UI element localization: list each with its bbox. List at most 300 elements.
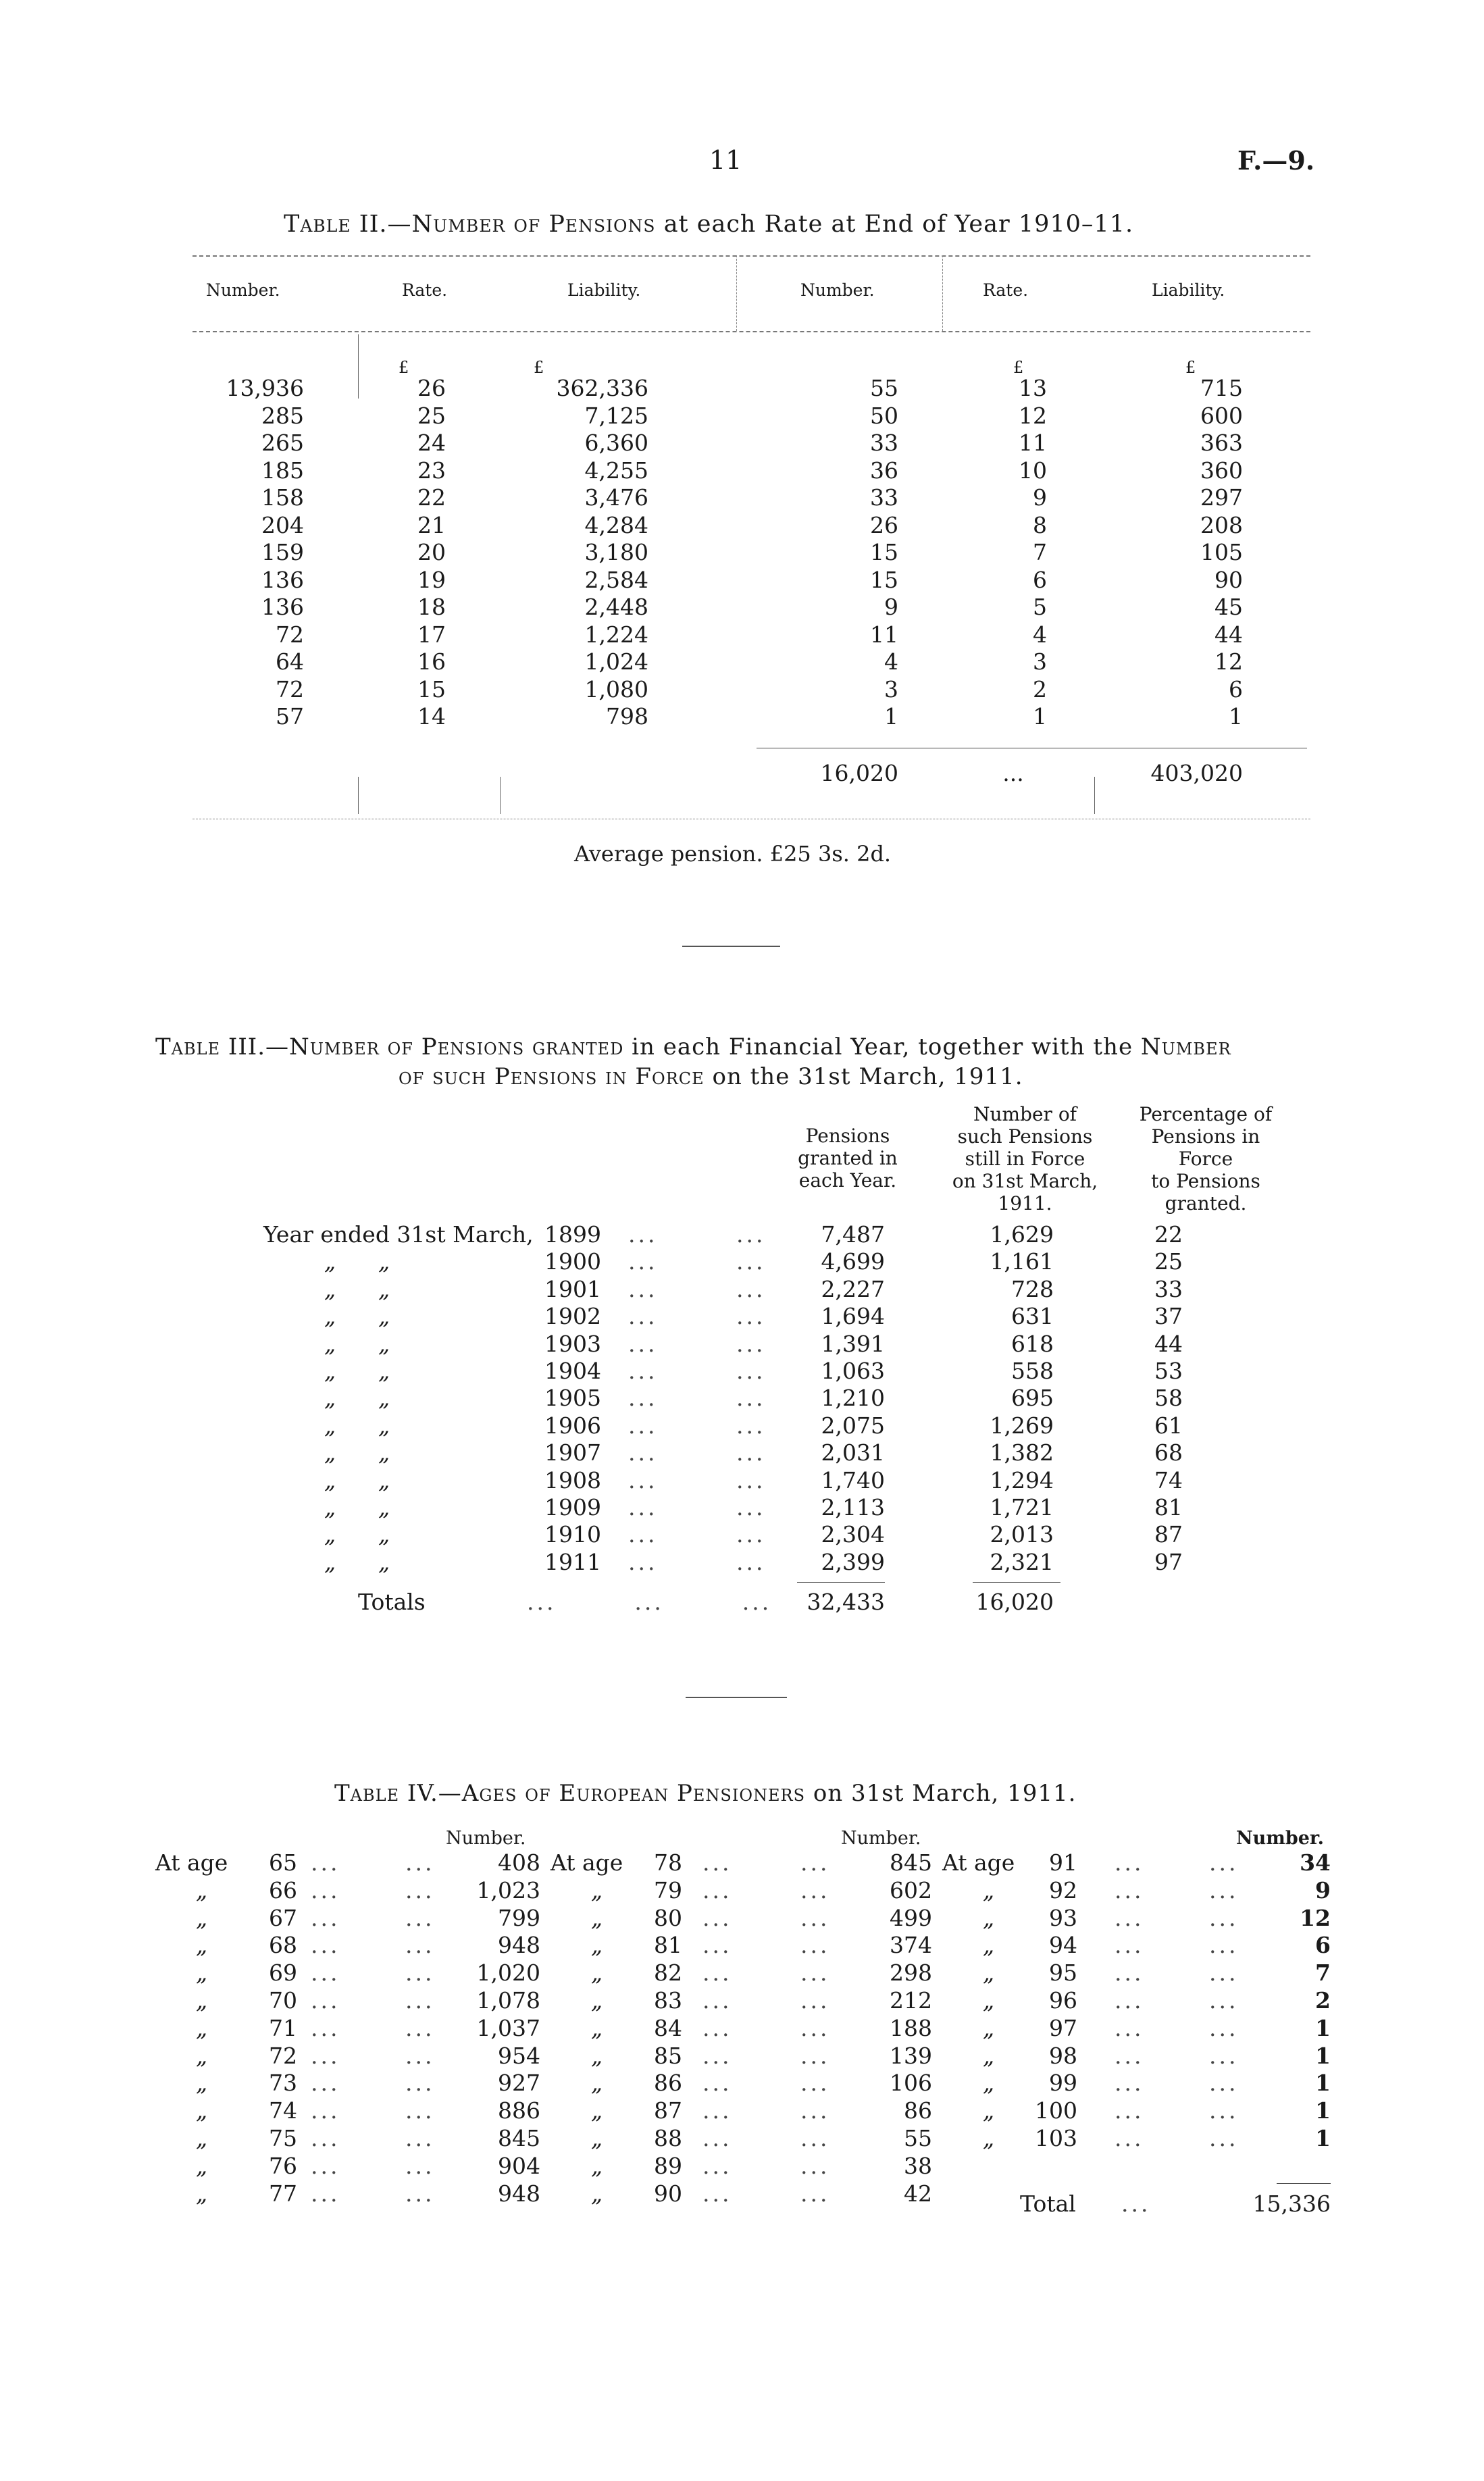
table3-percentage: 37	[1154, 1303, 1183, 1330]
table4-title-prefix: Table IV.—	[334, 1780, 462, 1807]
table4-age: 65	[269, 1849, 297, 1876]
table4-count: 55	[904, 2125, 932, 2151]
table3-year: 1905	[544, 1385, 601, 1412]
table2-right-liability: 45	[1214, 594, 1243, 620]
table3-leader-dots: ...	[628, 1439, 658, 1466]
table4-ditto: „	[196, 1876, 208, 1903]
table4-age: 98	[1049, 2042, 1077, 2069]
table4-age: 88	[654, 2125, 682, 2151]
table4-leader-dots: ...	[702, 1932, 732, 1959]
table4-leader-dots: ...	[800, 1987, 830, 2014]
table4-leader-dots: ...	[1115, 2042, 1144, 2069]
table4-ditto: „	[591, 2152, 603, 2179]
table2-right-rate: 6	[1033, 566, 1047, 593]
table2-title-prefix: Table II.—	[284, 211, 412, 238]
table3-leader-dots: ...	[736, 1303, 766, 1330]
table4-title-rest: on 31st March, 1911.	[813, 1780, 1077, 1807]
table4-count: 1,020	[476, 1960, 540, 1987]
table4-ditto: „	[591, 2070, 603, 2097]
table3-year-label: Year ended 31st March,	[263, 1221, 534, 1248]
table2-right-number: 4	[884, 648, 898, 675]
table2-right-rate: 4	[1033, 621, 1047, 648]
table3-title-prefix: Table III.—	[155, 1033, 290, 1060]
table4-leader-dots: ...	[405, 1904, 435, 1931]
table4-ditto: „	[983, 1987, 995, 2014]
table4-age: 99	[1049, 2070, 1077, 2097]
table2-left-number: 185	[261, 457, 304, 484]
table4-count: 408	[498, 1849, 540, 1876]
table4-leader-dots: ...	[311, 1904, 340, 1931]
table4-leader-dots: ...	[311, 2097, 340, 2124]
table2-left-header-liability: Liability.	[567, 280, 641, 300]
table4-age: 92	[1049, 1876, 1077, 1903]
table4-age: 67	[269, 1904, 297, 1931]
table2-right-liability: 600	[1200, 402, 1243, 429]
table3-granted: 1,210	[821, 1385, 885, 1412]
table2-right-header-number: Number.	[800, 280, 875, 300]
table2-left-rate: 25	[417, 402, 446, 429]
table3-title-caps2: Number	[1140, 1033, 1231, 1060]
table4-ditto: „	[591, 2180, 603, 2207]
table4-leader-dots: ...	[1209, 2014, 1239, 2041]
table4-leader-dots: ...	[800, 2014, 830, 2041]
table3-leader-dots: ...	[628, 1358, 658, 1384]
table4-ditto: „	[983, 2097, 995, 2124]
table4-leader-dots: ...	[405, 2180, 435, 2207]
table2-right-liability: 297	[1200, 484, 1243, 511]
table3-ditto: „ „	[324, 1275, 390, 1302]
table3-title-caps: Number of Pensions granted	[289, 1033, 624, 1060]
table2-left-number: 158	[261, 484, 304, 511]
table2-right-rate: 8	[1033, 511, 1047, 538]
table3-leader-dots: ...	[628, 1248, 658, 1275]
table2-total-rate: ...	[1002, 760, 1024, 786]
table4-age: 81	[654, 1932, 682, 1959]
table4-leader-dots: ...	[1115, 2070, 1144, 2097]
table4-age: 94	[1049, 1932, 1077, 1959]
table2-right-number: 15	[870, 539, 898, 565]
table4-leader-dots: ...	[311, 2070, 340, 2097]
table2-left-rate: 26	[417, 375, 446, 401]
table2-left-rate: 23	[417, 457, 446, 484]
table4-leader-dots: ...	[702, 1849, 732, 1876]
table3-in-force: 2,013	[990, 1521, 1054, 1548]
table4-age: 78	[654, 1849, 682, 1876]
table2-left-liability: 3,180	[584, 539, 648, 565]
table4-ditto: „	[983, 2125, 995, 2151]
table4-ditto: „	[591, 1987, 603, 2014]
table4-ditto: „	[591, 2042, 603, 2069]
table4-leader-dots: ...	[405, 2152, 435, 2179]
table4-age: 95	[1049, 1960, 1077, 1987]
table2-left-number: 265	[261, 430, 304, 456]
table3-totals-leader: ... ... ...	[527, 1589, 772, 1615]
table2-right-number: 50	[870, 402, 898, 429]
table2-right-number: 9	[884, 594, 898, 620]
table4-leader-dots: ...	[800, 1876, 830, 1903]
table4-leader-dots: ...	[1115, 1849, 1144, 1876]
table4-ditto: „	[983, 1960, 995, 1987]
table3-granted: 1,063	[821, 1358, 885, 1384]
table2-right-header-rate: Rate.	[983, 280, 1029, 300]
table4-age: 96	[1049, 1987, 1077, 2014]
table4-count: 799	[498, 1904, 540, 1931]
table4-count: 9	[1315, 1876, 1331, 1903]
table4-leader-dots: ...	[702, 2042, 732, 2069]
table3-granted: 2,113	[821, 1494, 885, 1520]
table2-right-rate: 2	[1033, 675, 1047, 702]
table3-ditto: „ „	[324, 1548, 390, 1575]
table4-leader-dots: ...	[1209, 2097, 1239, 2124]
table4-total-label: Total	[1020, 2191, 1076, 2217]
table2-left-rate: 20	[417, 539, 446, 565]
table2-left-liability: 362,336	[556, 375, 648, 401]
table3-leader-dots: ...	[628, 1330, 658, 1357]
table4-count: 1,023	[476, 1876, 540, 1903]
table4-ditto: „	[591, 1960, 603, 1987]
table4-leader-dots: ...	[800, 2042, 830, 2069]
table3-leader-dots: ...	[628, 1303, 658, 1330]
table4-age: 79	[654, 1876, 682, 1903]
table4-leader-dots: ...	[405, 2125, 435, 2151]
table3-title-line1	[155, 1033, 1231, 1060]
table4-title	[334, 1780, 1076, 1807]
table4-leader-dots: ...	[311, 2042, 340, 2069]
table3-leader-dots: ...	[736, 1412, 766, 1439]
table2-left-rate: 18	[417, 594, 446, 620]
table4-age: 66	[269, 1876, 297, 1903]
table2-left-rate: 16	[417, 648, 446, 675]
table2-right-liability: 1	[1229, 703, 1243, 730]
table2-left-liability: 1,224	[584, 621, 648, 648]
table4-ditto: „	[591, 1932, 603, 1959]
table2-left-number: 64	[276, 648, 304, 675]
table3-leader-dots: ...	[628, 1548, 658, 1575]
table4-total-value: 15,336	[1252, 2191, 1331, 2217]
table3-in-force: 728	[1011, 1275, 1054, 1302]
table4-age: 90	[654, 2180, 682, 2207]
table3-leader-dots: ...	[628, 1466, 658, 1493]
table2-currency-right-rate: £	[1013, 358, 1024, 377]
table4-leader-dots: ...	[1115, 2014, 1144, 2041]
table3-granted: 1,740	[821, 1466, 885, 1493]
table2-left-number: 285	[261, 402, 304, 429]
table4-age: 77	[269, 2180, 297, 2207]
table3-year: 1899	[544, 1221, 601, 1248]
table2-left-number: 136	[261, 566, 304, 593]
table2-left-number: 204	[261, 511, 304, 538]
table4-leader-dots: ...	[800, 2180, 830, 2207]
table3-title-rest-line2: on the 31st March, 1911.	[712, 1063, 1023, 1090]
table4-leader-dots: ...	[1209, 2125, 1239, 2151]
table4-leader-dots: ...	[311, 2125, 340, 2151]
table3-leader-dots: ...	[736, 1521, 766, 1548]
table4-count: 1	[1315, 2125, 1331, 2151]
table4-leader-dots: ...	[311, 2152, 340, 2179]
table4-leader-dots: ...	[1115, 1876, 1144, 1903]
table4-leader-dots: ...	[1209, 1987, 1239, 2014]
table3-ditto: „ „	[324, 1358, 390, 1384]
table4-count: 106	[890, 2070, 932, 2097]
table4-age: 68	[269, 1932, 297, 1959]
table4-age: 82	[654, 1960, 682, 1987]
table2-right-rate: 11	[1019, 430, 1047, 456]
table3-year: 1909	[544, 1494, 601, 1520]
table3-ditto: „ „	[324, 1439, 390, 1466]
table2-left-rate: 14	[417, 703, 446, 730]
table4-age: 80	[654, 1904, 682, 1931]
table2-left-liability: 1,080	[584, 675, 648, 702]
table4-leader-dots: ...	[1209, 1960, 1239, 1987]
table4-leader-dots: ...	[311, 2014, 340, 2041]
table2-left-number: 57	[276, 703, 304, 730]
table4-count: 2	[1315, 1987, 1331, 2014]
table4-count: 845	[498, 2125, 540, 2151]
table3-ditto: „ „	[324, 1412, 390, 1439]
table4-col3-header: Number.	[1236, 1828, 1325, 1849]
table4-ditto: „	[591, 2125, 603, 2151]
table3-in-force: 618	[1011, 1330, 1054, 1357]
table4-age: 89	[654, 2152, 682, 2179]
table3-leader-dots: ...	[628, 1521, 658, 1548]
table2-right-liability: 105	[1200, 539, 1243, 565]
table3-leader-dots: ...	[736, 1330, 766, 1357]
table3-in-force: 1,269	[990, 1412, 1054, 1439]
table4-leader-dots: ...	[702, 1876, 732, 1903]
table4-leader-dots: ...	[702, 2180, 732, 2207]
table4-count: 1,078	[476, 1987, 540, 2014]
table2-right-rate: 10	[1019, 457, 1047, 484]
table4-count: 42	[904, 2180, 932, 2207]
table2-left-liability: 4,284	[584, 511, 648, 538]
table3-title-caps-line2: of such Pensions in Force	[399, 1063, 705, 1090]
table3-leader-dots: ...	[736, 1275, 766, 1302]
table4-count: 904	[498, 2152, 540, 2179]
table4-count: 212	[890, 1987, 932, 2014]
table3-year: 1911	[544, 1548, 601, 1575]
table4-ditto: „	[983, 2070, 995, 2097]
table4-count: 602	[890, 1876, 932, 1903]
table4-count: 886	[498, 2097, 540, 2124]
table3-granted: 2,075	[821, 1412, 885, 1439]
table2-left-liability: 1,024	[584, 648, 648, 675]
table2-right-rate: 1	[1033, 703, 1047, 730]
table4-age: 76	[269, 2152, 297, 2179]
table2-right-rate: 9	[1033, 484, 1047, 511]
table2-currency-right-liability: £	[1185, 358, 1196, 377]
table2-right-rate: 7	[1033, 539, 1047, 565]
table4-leader-dots: ...	[311, 1876, 340, 1903]
table3-ditto: „ „	[324, 1330, 390, 1357]
table2-right-number: 3	[884, 675, 898, 702]
table4-count: 12	[1300, 1904, 1331, 1931]
table3-leader-dots: ...	[628, 1385, 658, 1412]
table4-col2-header: Number.	[841, 1828, 921, 1849]
table3-in-force: 1,294	[990, 1466, 1054, 1493]
table4-ditto: „	[196, 2097, 208, 2124]
table4-leader-dots: ...	[800, 1932, 830, 1959]
table2-left-liability: 4,255	[584, 457, 648, 484]
table4-ditto: „	[983, 1932, 995, 1959]
table2-left-liability: 7,125	[584, 402, 648, 429]
table3-percentage: 58	[1154, 1385, 1183, 1412]
table3-granted: 2,399	[821, 1548, 885, 1575]
table3-year: 1910	[544, 1521, 601, 1548]
table2-title-caps: Number of Pensions	[411, 211, 656, 238]
table3-year: 1907	[544, 1439, 601, 1466]
table2-left-rate: 21	[417, 511, 446, 538]
table4-count: 1	[1315, 2042, 1331, 2069]
table2-right-number: 33	[870, 484, 898, 511]
table4-count: 6	[1315, 1932, 1331, 1959]
table4-age: 69	[269, 1960, 297, 1987]
table4-leader-dots: ...	[405, 1960, 435, 1987]
table4-age: 87	[654, 2097, 682, 2124]
table4-leader-dots: ...	[800, 2070, 830, 2097]
table4-ditto: „	[196, 2014, 208, 2041]
table3-leader-dots: ...	[736, 1548, 766, 1575]
table4-age: 100	[1035, 2097, 1077, 2124]
table3-header-in-force: Number of such Pensions still in Force on 31st March, 1911.	[952, 1103, 1098, 1214]
table4-count: 499	[890, 1904, 932, 1931]
table2-right-number: 55	[870, 375, 898, 401]
table2-title-rest: at each Rate at End of Year 1910–11.	[663, 211, 1134, 238]
table4-leader-dots: ...	[1209, 1849, 1239, 1876]
table4-count: 86	[904, 2097, 932, 2124]
table2-left-liability: 3,476	[584, 484, 648, 511]
table4-leader-dots: ...	[405, 2097, 435, 2124]
table4-ditto: „	[196, 1987, 208, 2014]
table4-age: 91	[1049, 1849, 1077, 1876]
table4-leader-dots: ...	[800, 2125, 830, 2151]
table4-leader-dots: ...	[702, 2097, 732, 2124]
table2-left-number: 136	[261, 594, 304, 620]
table4-leader-dots: ...	[311, 1849, 340, 1876]
table3-leader-dots: ...	[736, 1494, 766, 1520]
table4-ditto: „	[196, 2152, 208, 2179]
table3-year: 1902	[544, 1303, 601, 1330]
table4-ditto: „	[196, 2042, 208, 2069]
table2-left-rate: 17	[417, 621, 446, 648]
table3-percentage: 87	[1154, 1521, 1183, 1548]
table4-leader-dots: ...	[405, 1849, 435, 1876]
table2-right-number: 1	[884, 703, 898, 730]
table3-title-line2	[399, 1063, 1023, 1090]
table3-in-force: 1,382	[990, 1439, 1054, 1466]
table3-leader-dots: ...	[628, 1412, 658, 1439]
table4-ditto: „	[591, 1904, 603, 1931]
table3-leader-dots: ...	[736, 1358, 766, 1384]
table4-leader-dots: ...	[800, 1904, 830, 1931]
table3-year: 1900	[544, 1248, 601, 1275]
table2-total-number: 16,020	[820, 760, 898, 786]
table4-ditto: „	[591, 2097, 603, 2124]
table4-ditto: „	[196, 1904, 208, 1931]
table2-left-header-rate: Rate.	[402, 280, 448, 300]
table4-count: 954	[498, 2042, 540, 2069]
table4-leader-dots: ...	[1209, 2042, 1239, 2069]
table3-header-percentage: Percentage of Pensions in Force to Pensions granted.	[1139, 1103, 1273, 1214]
table2-left-liability: 2,448	[584, 594, 648, 620]
table4-ditto: „	[983, 1904, 995, 1931]
table4-count: 34	[1300, 1849, 1331, 1876]
table4-at-age-label: At age	[942, 1849, 1015, 1876]
table3-in-force: 1,161	[990, 1248, 1054, 1275]
table3-percentage: 33	[1154, 1275, 1183, 1302]
table3-leader-dots: ...	[628, 1494, 658, 1520]
table3-ditto: „ „	[324, 1385, 390, 1412]
table2-currency-left-rate: £	[399, 358, 409, 377]
table4-age: 103	[1035, 2125, 1077, 2151]
table2-right-liability: 363	[1200, 430, 1243, 456]
table2-left-rate: 15	[417, 675, 446, 702]
table2-left-rate: 24	[417, 430, 446, 456]
table4-leader-dots: ...	[800, 2097, 830, 2124]
table4-leader-dots: ...	[1209, 1904, 1239, 1931]
table4-age: 97	[1049, 2014, 1077, 2041]
table2-right-liability: 12	[1214, 648, 1243, 675]
table3-leader-dots: ...	[736, 1385, 766, 1412]
page-reference: F.—9.	[1237, 145, 1315, 176]
table3-in-force: 1,721	[990, 1494, 1054, 1520]
table2-right-liability: 90	[1214, 566, 1243, 593]
table2-left-liability: 2,584	[584, 566, 648, 593]
table3-in-force: 631	[1011, 1303, 1054, 1330]
table2-left-number: 159	[261, 539, 304, 565]
table4-leader-dots: ...	[1209, 1932, 1239, 1959]
table2-right-liability: 44	[1214, 621, 1243, 648]
table4-leader-dots: ...	[1115, 1904, 1144, 1931]
table4-leader-dots: ...	[702, 2014, 732, 2041]
table2-right-liability: 715	[1200, 375, 1243, 401]
table3-totals-label: Totals	[358, 1589, 426, 1615]
table3-year: 1904	[544, 1358, 601, 1384]
table3-percentage: 97	[1154, 1548, 1183, 1575]
table4-count: 1	[1315, 2014, 1331, 2041]
table2-right-rate: 3	[1033, 648, 1047, 675]
table3-year: 1908	[544, 1466, 601, 1493]
table2-left-liability: 798	[606, 703, 648, 730]
table3-in-force: 1,629	[990, 1221, 1054, 1248]
table3-granted: 2,304	[821, 1521, 885, 1548]
table4-leader-dots: ...	[1115, 1987, 1144, 2014]
table3-percentage: 74	[1154, 1466, 1183, 1493]
table4-count: 7	[1315, 1960, 1331, 1987]
table4-ditto: „	[196, 2125, 208, 2151]
table3-ditto: „ „	[324, 1303, 390, 1330]
table4-count: 948	[498, 2180, 540, 2207]
table3-ditto: „ „	[324, 1494, 390, 1520]
table3-leader-dots: ...	[628, 1221, 658, 1248]
table3-in-force: 2,321	[990, 1548, 1054, 1575]
table4-age: 85	[654, 2042, 682, 2069]
table4-leader-dots: ...	[1115, 1932, 1144, 1959]
table3-totals-granted: 32,433	[807, 1589, 885, 1615]
table3-percentage: 25	[1154, 1248, 1183, 1275]
table3-leader-dots: ...	[736, 1466, 766, 1493]
table2-title	[284, 211, 1133, 238]
table4-count: 927	[498, 2070, 540, 2097]
page-number: 11	[709, 145, 742, 175]
table4-leader-dots: ...	[405, 2070, 435, 2097]
table4-count: 188	[890, 2014, 932, 2041]
table4-leader-dots: ...	[405, 1876, 435, 1903]
table3-leader-dots: ...	[628, 1275, 658, 1302]
table4-age: 83	[654, 1987, 682, 2014]
table2-right-liability: 208	[1200, 511, 1243, 538]
table3-percentage: 53	[1154, 1358, 1183, 1384]
table3-percentage: 68	[1154, 1439, 1183, 1466]
